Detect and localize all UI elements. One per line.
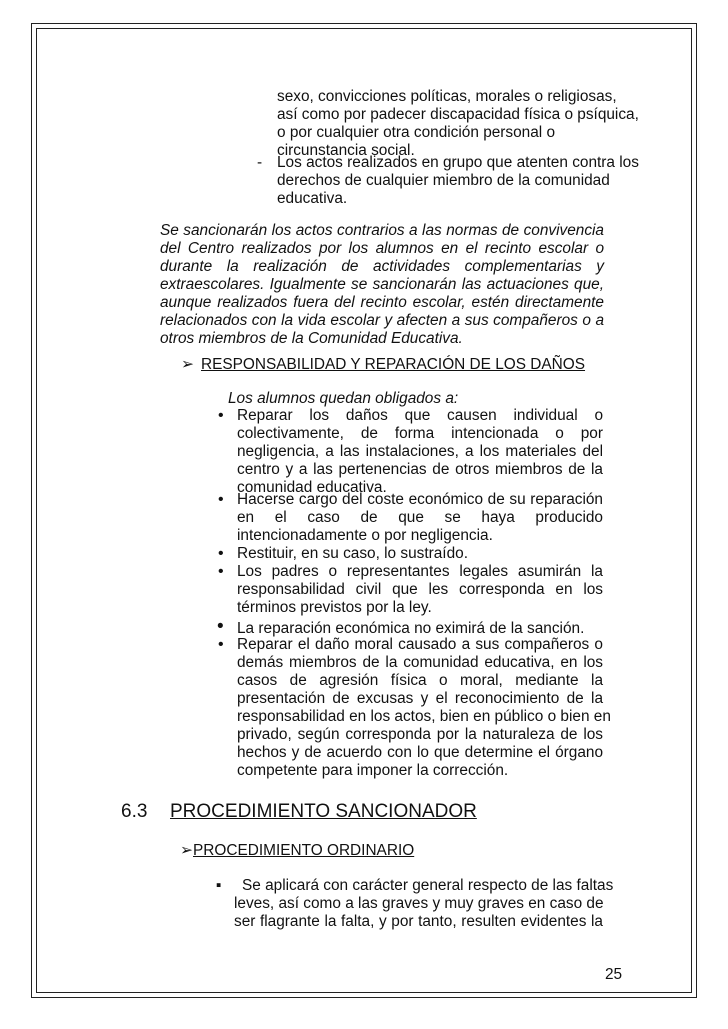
- list-line: negligencia, a las instalaciones, a los materiales del: [237, 443, 603, 460]
- responsabilidad-heading: RESPONSABILIDAD Y REPARACIÓN DE LOS DAÑOS: [201, 356, 586, 373]
- list-line: centro y a las pertenencias de otros miembros de la: [237, 461, 603, 478]
- list-line: demás miembros de la comunidad educativa, en los: [237, 654, 603, 671]
- list-line: casos de agresión física o moral, mediante la: [237, 672, 603, 689]
- dash-bullet: -: [257, 154, 263, 171]
- list-line: derechos de cualquier miembro de la comunidad: [277, 172, 610, 189]
- list-line: o por cualquier otra condición personal o: [277, 124, 556, 141]
- bullet-icon: •: [218, 563, 224, 580]
- list-line: hechos y de acuerdo con lo que determine el órgano: [237, 744, 603, 761]
- list-line: colectivamente, de forma intencionada o por: [237, 425, 603, 442]
- list-line: competente para imponer la corrección.: [237, 762, 509, 779]
- list-line: intencionadamente o por negligencia.: [237, 527, 493, 544]
- paragraph-line: durante la realización de actividades complementarias y: [160, 258, 604, 275]
- section-title: PROCEDIMIENTO SANCIONADOR: [170, 801, 477, 822]
- list-line: así como por padecer discapacidad física o psíquica,: [277, 106, 639, 123]
- list-line: términos previstos por la ley.: [237, 599, 432, 616]
- list-line: Restituir, en su caso, lo sustraído.: [237, 545, 468, 562]
- list-line: en el caso de que se haya producido: [237, 509, 603, 526]
- obligations-intro: Los alumnos quedan obligados a:: [228, 390, 459, 407]
- list-line: Los actos realizados en grupo que atenten contra los: [277, 154, 639, 171]
- bullet-icon: •: [218, 545, 224, 562]
- bullet-icon: •: [218, 636, 224, 653]
- sub-heading: PROCEDIMIENTO ORDINARIO: [193, 842, 415, 859]
- list-line: Reparar el daño moral causado a sus compañeros o: [237, 636, 603, 653]
- list-line: sexo, convicciones políticas, morales o religiosas,: [277, 88, 617, 105]
- list-line: presentación de excusas y el reconocimiento de la: [237, 690, 603, 707]
- page-number: 25: [605, 966, 623, 983]
- paragraph-line: del Centro realizados por los alumnos en el recinto escolar o: [160, 240, 604, 257]
- paragraph-line: extraescolares. Igualmente se sancionarán las actuaciones que,: [160, 276, 604, 293]
- bullet-icon: •: [217, 616, 224, 637]
- paragraph-line: relacionados con la vida escolar y afecten a sus compañeros o a: [160, 312, 604, 329]
- list-line: La reparación económica no eximirá de la sanción.: [237, 620, 585, 637]
- list-line: comunidad educativa.: [237, 479, 387, 496]
- list-line: responsabilidad civil que les corresponda en los: [237, 581, 603, 598]
- paragraph-line: otros miembros de la Comunidad Educativa.: [160, 330, 463, 347]
- bullet-icon: •: [218, 491, 224, 508]
- list-line: privado, según corresponda por la naturaleza de los: [237, 726, 603, 743]
- list-line: educativa.: [277, 190, 348, 207]
- list-line: ser flagrante la falta, y por tanto, resulten evidentes la: [234, 913, 603, 930]
- paragraph-line: Se sancionarán los actos contrarios a las normas de convivencia: [160, 222, 604, 239]
- paragraph-line: aunque realizados fuera del recinto escolar, estén directamente: [160, 294, 604, 311]
- arrow-bullet-icon: ➢: [181, 356, 194, 373]
- list-line: Se aplicará con carácter general respecto de las faltas: [242, 877, 614, 894]
- square-bullet-icon: ▪: [216, 877, 222, 894]
- list-line: Los padres o representantes legales asumirán la: [237, 563, 603, 580]
- list-line: Reparar los daños que causen individual o: [237, 407, 603, 424]
- list-line: responsabilidad en los actos, bien en público o bien en: [237, 708, 611, 725]
- bullet-icon: •: [218, 407, 224, 424]
- list-line: Hacerse cargo del coste económico de su reparación: [237, 491, 603, 508]
- section-number: 6.3: [121, 801, 148, 822]
- list-line: leves, así como a las graves y muy graves en caso de: [234, 895, 604, 912]
- list-line: circunstancia social.: [277, 142, 415, 159]
- arrow-bullet-icon: ➢: [180, 842, 193, 859]
